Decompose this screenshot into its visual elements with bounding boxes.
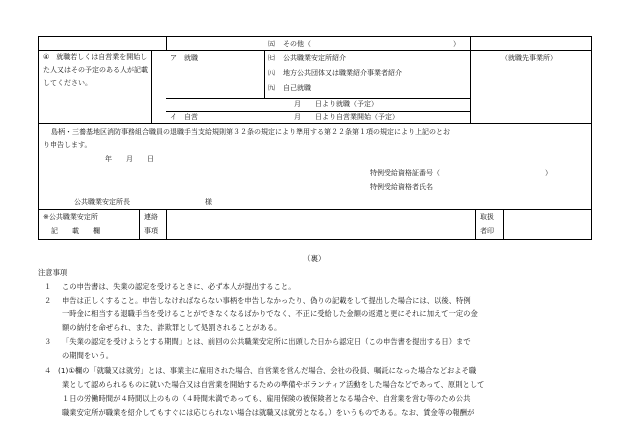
self-employed-date-line[interactable]: 月 日より自営業開始（予定） [294, 113, 399, 121]
other-label: その他（ [283, 40, 311, 48]
other-close: ） [453, 40, 460, 48]
handler-label-1: 取扱 [480, 213, 494, 221]
option-3-text[interactable]: 自己就職 [283, 84, 311, 92]
contact-label-1: 連絡 [144, 213, 158, 221]
date-fields[interactable]: 年 月 日 [105, 155, 154, 163]
declaration-line-2: り申告します。 [43, 141, 92, 149]
office-column-label-2: 記 載 欄 [51, 227, 100, 235]
employment-date-line[interactable]: 月 日より就職（予定） [294, 100, 378, 108]
note-3-line-2: の期間をいう。 [62, 351, 114, 360]
note-4-line-1: (1)①欄の「就職又は就労」とは、事業主に雇用された場合、自営業を営んだ場合、会社の役員、嘱託になった場合などおよそ職 [58, 366, 477, 375]
option-2-mark: ㈧ [268, 69, 275, 77]
honorific: 様 [205, 198, 212, 206]
contact-label-2: 事項 [144, 227, 158, 235]
office-column-label-1: ※公共職業安定所 [43, 213, 98, 221]
cert-number-label: 特例受給資格証番号（ [370, 169, 440, 177]
note-2-line-2: 一時金に相当する退職手当を受けることができなくなるばかりでなく、不正に受給した金額の返還と更にそれに加えて一定の金 [62, 309, 478, 318]
note-4-line-4: 職業安定所が職業を紹介してもすぐには応じられない場合は就職又は就労となる。）をいうものである。なお、賃金等の報酬が [62, 408, 475, 417]
cert-number-close: ） [545, 169, 552, 177]
note-3-number: ３ [44, 337, 52, 346]
note-2-line-1: 申告は正しくすること。申告しなければならない事柄を申告しなかったり、偽りの記載をして提出した場合には、以後、特例 [62, 296, 471, 305]
note-4-line-2: 業として認められるものに就いた場合又は自営業を開始するための準備やボランティア活動をした場合などであって、原則として [62, 380, 485, 389]
addressee: 公共職業安定所長 [74, 198, 130, 206]
option-2-text[interactable]: 地方公共団体又は職業紹介事業者紹介 [283, 69, 402, 77]
option-1-text[interactable]: 公共職業安定所紹介 [283, 54, 346, 62]
self-employed-label: イ 自営 [170, 113, 198, 121]
handler-label-2: 者印 [480, 227, 494, 235]
note-2-line-3: 額の納付を命ぜられ、また、詐欺罪として処罰されることがある。 [62, 323, 282, 332]
note-1-line-1: この申告書は、失業の認定を受けるときに、必ず本人が提出すること。 [62, 282, 296, 291]
other-mark: ㈤ [268, 40, 275, 48]
declaration-form-table [38, 36, 592, 240]
employer-label: （就職先事業所） [501, 54, 557, 62]
declaration-line-1: 島柄・三養基地区消防事務組合職員の退職手当支給規則第３２条の規定により準用する第２２条第１項の規定により上記のとお [51, 128, 450, 136]
note-2-number: ２ [44, 296, 52, 305]
note-1-number: １ [44, 282, 52, 291]
cert-holder-name-label: 特例受給資格者氏名 [370, 183, 433, 191]
back-page-label: （裏） [303, 254, 326, 263]
note-4-number: ４ [44, 366, 52, 375]
notes-title: 注意事項 [38, 268, 68, 277]
employment-label: ア 就職 [170, 54, 198, 62]
option-1-mark: ㈦ [268, 54, 275, 62]
note-3-line-1: 「失業の認定を受けようとする期間」とは、前回の公共職業安定所に出頭した日から認定日（この申告書を提出する日）まで [62, 337, 471, 346]
item4-description: ④ 就職若しくは自営業を開始した人又はその予定のある人が記載してください。 [43, 53, 148, 87]
note-4-line-3: １日の労働時間が４時間以上のもの（４時間未満であっても、雇用保険の被保険者となる場合や、自営業を営む等のため公共 [62, 394, 471, 403]
option-3-mark: ㈨ [268, 84, 275, 92]
